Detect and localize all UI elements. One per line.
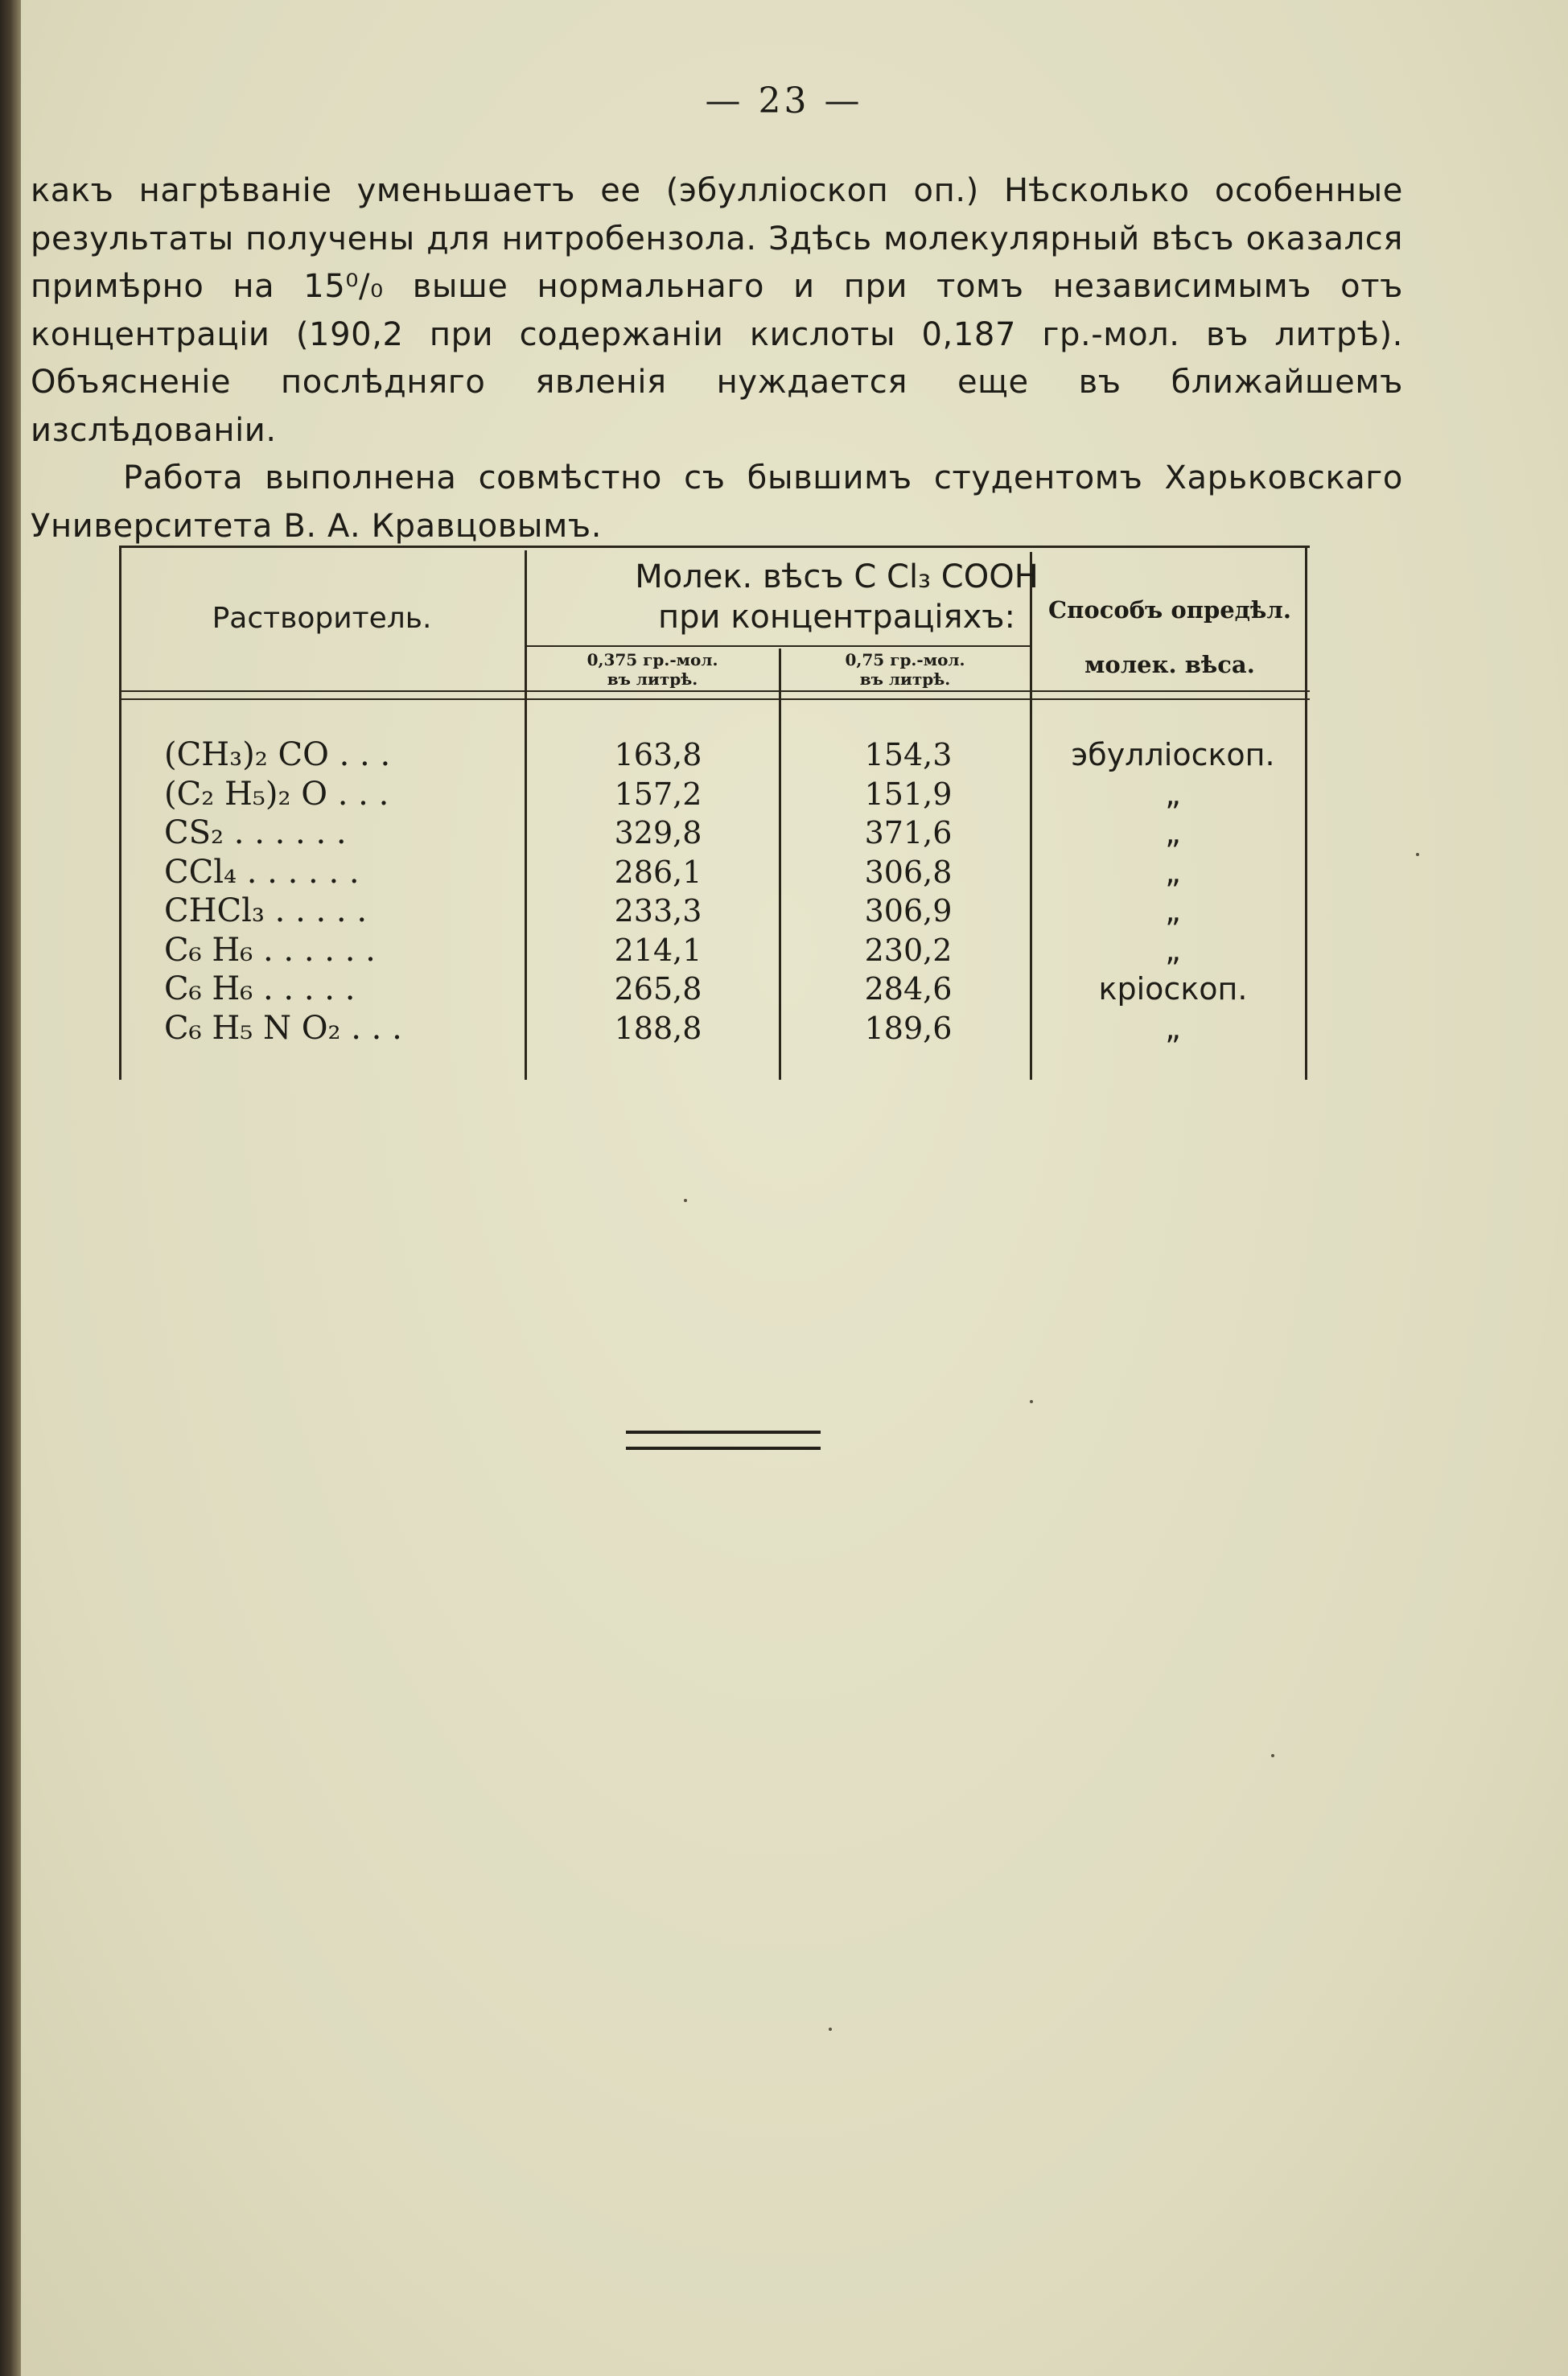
table-row (119, 735, 1310, 775)
solvent-cell: C₆ H₆ . . . . . (164, 970, 356, 1007)
method-cell: кріоскоп. (1098, 971, 1248, 1007)
value-cell-conc1: 157,2 (614, 776, 702, 812)
paper-speck (1030, 1400, 1033, 1403)
table-row (119, 931, 1310, 970)
value-cell-conc1: 214,1 (614, 932, 702, 968)
method-cell: „ (1165, 854, 1181, 890)
value-cell-conc1: 163,8 (614, 737, 702, 772)
solvent-cell: C₆ H₅ N O₂ . . . (164, 1009, 402, 1047)
paper-speck (829, 2028, 832, 2031)
book-spine (0, 0, 21, 2376)
paper-speck (1416, 853, 1419, 856)
paragraph-1: какъ нагрѣваніе уменьшаетъ ее (эбулліоскоп оп.) Нѣсколько особенные результаты получены для нитробензола. Здѣсь молекулярный вѣсъ оказался примѣрно на 15⁰/₀ выше нормальнаго и при томъ независимымъ отъ концентраціи (190,2 при содержаніи кислоты 0,187 гр.-мол. въ литрѣ). Объясненіе послѣдняго явленія нуждается еще въ ближайшемъ изслѣдованіи. (31, 172, 1403, 449)
header-method-line1: Способъ опредѣл. (1048, 596, 1291, 624)
table-row (119, 775, 1310, 814)
page-number: — 23 — (705, 80, 863, 121)
header-molwt-line2: при концентраціяхъ: (657, 599, 1016, 636)
paragraph-2: Работа выполнена совмѣстно съ бывшимъ студентомъ Харьковскаго Университета В. А. Кравцовымъ. (31, 459, 1403, 545)
header-method (1030, 583, 1310, 692)
header-method-line2: молек. вѣса. (1084, 651, 1255, 678)
table-top-rule (119, 546, 1310, 548)
table-row (119, 970, 1310, 1009)
paper-speck (684, 1199, 687, 1202)
end-double-rule (626, 1431, 821, 1450)
value-cell-conc2: 154,3 (864, 737, 953, 772)
header-conc1-line2: въ литрѣ. (607, 669, 698, 689)
method-cell: „ (1165, 776, 1181, 812)
header-conc1-line1: 0,375 гр.-мол. (586, 650, 718, 669)
value-cell-conc2: 371,6 (864, 815, 953, 850)
solvent-cell: (C₂ H₅)₂ O . . . (164, 775, 389, 813)
value-cell-conc2: 306,8 (864, 854, 953, 890)
paper-speck (1271, 1754, 1274, 1757)
value-cell-conc2: 306,9 (864, 893, 953, 929)
method-cell: эбулліоскоп. (1071, 737, 1275, 772)
table-row (119, 892, 1310, 931)
method-cell: „ (1165, 815, 1181, 850)
header-conc2 (780, 650, 1030, 689)
value-cell-conc1: 286,1 (614, 854, 702, 890)
solvent-cell: CHCl₃ . . . . . (164, 892, 368, 929)
table-header-rule-2 (119, 698, 1310, 700)
solvent-cell: CCl₄ . . . . . . (164, 853, 360, 891)
table-row (119, 813, 1310, 853)
method-cell: „ (1165, 1010, 1181, 1046)
results-table (119, 546, 1310, 1080)
method-cell: „ (1165, 893, 1181, 929)
header-conc2-line1: 0,75 гр.-мол. (845, 650, 965, 669)
solvent-cell: C₆ H₆ . . . . . . (164, 931, 376, 969)
solvent-cell: (CH₃)₂ CO . . . (164, 736, 391, 773)
method-cell: „ (1165, 932, 1181, 968)
value-cell-conc1: 329,8 (614, 815, 702, 850)
header-conc1 (526, 650, 779, 689)
value-cell-conc1: 233,3 (614, 893, 702, 929)
value-cell-conc1: 188,8 (614, 1010, 702, 1046)
header-molwt-line1: Молек. вѣсъ C Cl₃ COOH (635, 558, 1039, 595)
value-cell-conc2: 230,2 (864, 932, 953, 968)
table-subheader-rule (526, 645, 1030, 647)
body-text (31, 167, 1403, 550)
solvent-cell: CS₂ . . . . . . (164, 814, 347, 851)
table-body (119, 735, 1310, 1048)
header-conc2-line2: въ литрѣ. (859, 669, 951, 689)
value-cell-conc2: 189,6 (864, 1010, 953, 1046)
value-cell-conc1: 265,8 (614, 971, 702, 1007)
header-solvent: Растворитель. (212, 602, 432, 635)
table-row (119, 853, 1310, 892)
value-cell-conc2: 151,9 (864, 776, 953, 812)
table-row (119, 1009, 1310, 1048)
value-cell-conc2: 284,6 (864, 971, 953, 1007)
